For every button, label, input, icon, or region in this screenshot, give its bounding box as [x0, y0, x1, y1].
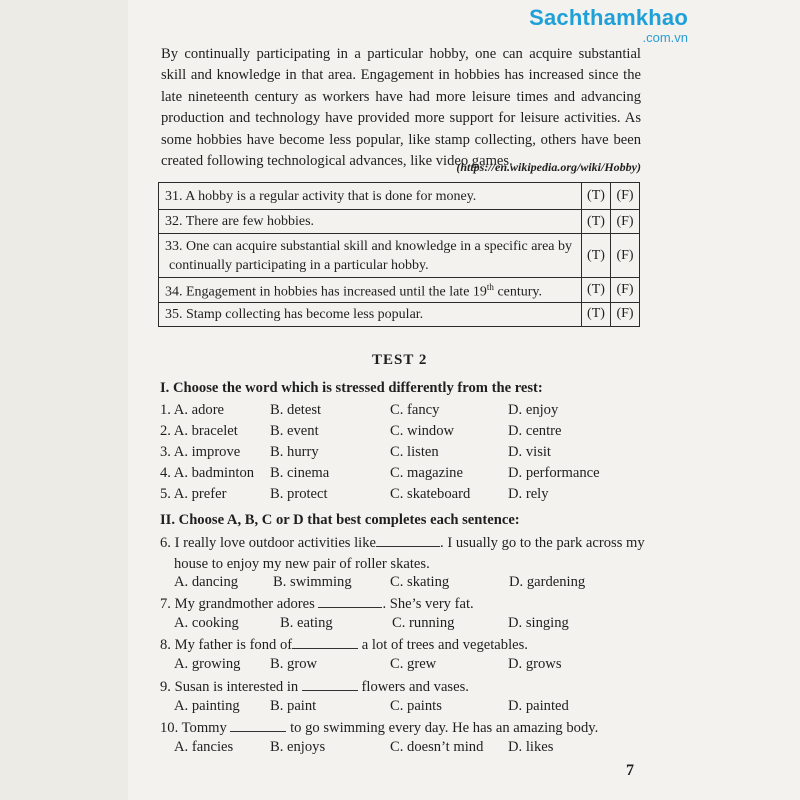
option-d: D. enjoy [508, 402, 559, 418]
statement-cell: 35. Stamp collecting has become less popular. [159, 302, 582, 326]
list-item [160, 656, 660, 676]
table-row [159, 302, 640, 326]
option-c: C. running [392, 615, 455, 631]
option-a: A. painting [174, 698, 240, 714]
statement-cell: 31. A hobby is a regular activity that is done for money. [159, 183, 582, 210]
option-b: B. event [270, 423, 319, 439]
option-c: C. magazine [390, 465, 463, 481]
option-b: B. hurry [270, 444, 319, 460]
question-text: 9. Susan is interested in [160, 679, 302, 695]
false-option: (F) [611, 278, 640, 303]
passage-source: (https://en.wikipedia.org/wiki/Hobby) [456, 160, 641, 174]
option-a: 5. A. prefer [160, 486, 227, 502]
option-d: D. visit [508, 444, 551, 460]
true-option: (T) [582, 302, 611, 326]
option-d: D. painted [508, 698, 569, 714]
true-option: (T) [582, 234, 611, 278]
statement-text: 34. Engagement in hobbies has increased until the late 19 [165, 284, 487, 300]
false-option: (F) [611, 234, 640, 278]
question-text: 6. I really love outdoor activities like [160, 535, 377, 551]
reading-passage: By continually participating in a particular hobby, one can acquire substantial skill and knowledge in that area. Engagement in hobbies has increased since the late nineteenth century as workers have had more leisure times and advancing production and technology have provided more support for leisure activities. As some hobbies have become less popular, like stamp collecting, others have been created following technological advances, like video games. [161, 46, 641, 170]
option-a: A. dancing [174, 574, 239, 590]
option-b: B. enjoys [270, 739, 326, 755]
statement-cell: 33. One can acquire substantial skill and knowledge in a specific area by continually participating in a particular hobby. [159, 234, 582, 278]
list-item [160, 444, 660, 464]
option-a: 3. A. improve [160, 444, 241, 460]
list-item [160, 486, 660, 506]
logo-domain: .com.vn [642, 30, 688, 45]
question-text-end: . I usually go to the park across my house to enjoy my new pair of roller skates. [174, 535, 645, 572]
question-9 [160, 677, 645, 698]
option-b: B. swimming [273, 574, 352, 590]
question-text: 10. Tommy [160, 720, 231, 736]
option-c: C. fancy [390, 402, 440, 418]
answer-blank [376, 546, 440, 547]
test-title: TEST 2 [372, 352, 428, 368]
false-option: (F) [611, 302, 640, 326]
answer-blank [318, 607, 382, 608]
option-b: B. paint [270, 698, 317, 714]
option-c: C. skateboard [390, 486, 471, 502]
option-b: B. detest [270, 402, 322, 418]
superscript-th: th [486, 282, 494, 292]
table-row [159, 234, 640, 278]
option-b: B. cinema [270, 465, 330, 481]
question-text-end: a lot of trees and vegetables. [358, 637, 528, 653]
question-8 [160, 635, 645, 656]
option-c: C. listen [390, 444, 439, 460]
section-2-title: II. Choose A, B, C or D that best completes each sentence: [160, 512, 520, 528]
statement-cell: 32. There are few hobbies. [159, 210, 582, 234]
option-c: C. skating [390, 574, 450, 590]
statement-cell [159, 278, 582, 303]
list-item [160, 465, 660, 485]
option-b: B. protect [270, 486, 328, 502]
true-option: (T) [582, 278, 611, 303]
option-d: D. performance [508, 465, 600, 481]
table-row [159, 183, 640, 210]
option-a: 4. A. badminton [160, 465, 255, 481]
statement-text-end: century. [493, 284, 543, 300]
list-item [160, 402, 660, 422]
list-item [160, 739, 660, 759]
question-text-end: to go swimming every day. He has an amazing body. [286, 720, 599, 736]
table-row [159, 210, 640, 234]
true-false-table [158, 182, 640, 327]
site-logo [529, 4, 688, 44]
option-d: D. grows [508, 656, 562, 672]
true-option: (T) [582, 183, 611, 210]
question-text-end: . She’s very fat. [382, 596, 474, 612]
false-option: (F) [611, 210, 640, 234]
option-b: B. grow [270, 656, 318, 672]
option-d: D. centre [508, 423, 562, 439]
option-d: D. rely [508, 486, 549, 502]
table-row [159, 278, 640, 303]
option-c: C. grew [390, 656, 437, 672]
option-a: A. cooking [174, 615, 239, 631]
answer-blank [292, 648, 358, 649]
option-a: A. growing [174, 656, 241, 672]
page-number: 7 [626, 762, 634, 779]
list-item [160, 574, 660, 594]
option-d: D. gardening [509, 574, 586, 590]
section-1-title: I. Choose the word which is stressed differently from the rest: [160, 380, 543, 396]
option-d: D. singing [508, 615, 569, 631]
option-c: C. paints [390, 698, 442, 714]
list-item [160, 698, 660, 718]
question-text: 7. My grandmother adores [160, 596, 319, 612]
option-b: B. eating [280, 615, 333, 631]
list-item [160, 615, 660, 635]
option-a: A. fancies [174, 739, 234, 755]
logo-brand: Sachthamkhao [529, 5, 688, 30]
option-c: C. doesn’t mind [390, 739, 484, 755]
option-c: C. window [390, 423, 455, 439]
false-option: (F) [611, 183, 640, 210]
option-d: D. likes [508, 739, 554, 755]
question-text: 8. My father is fond of [160, 637, 293, 653]
question-10 [160, 718, 645, 739]
answer-blank [230, 731, 286, 732]
true-option: (T) [582, 210, 611, 234]
option-a: 2. A. bracelet [160, 423, 238, 439]
question-6 [160, 533, 659, 575]
question-text-end: flowers and vases. [357, 679, 469, 695]
list-item [160, 423, 660, 443]
question-7 [160, 594, 645, 615]
answer-blank [302, 690, 358, 691]
option-a: 1. A. adore [160, 402, 225, 418]
